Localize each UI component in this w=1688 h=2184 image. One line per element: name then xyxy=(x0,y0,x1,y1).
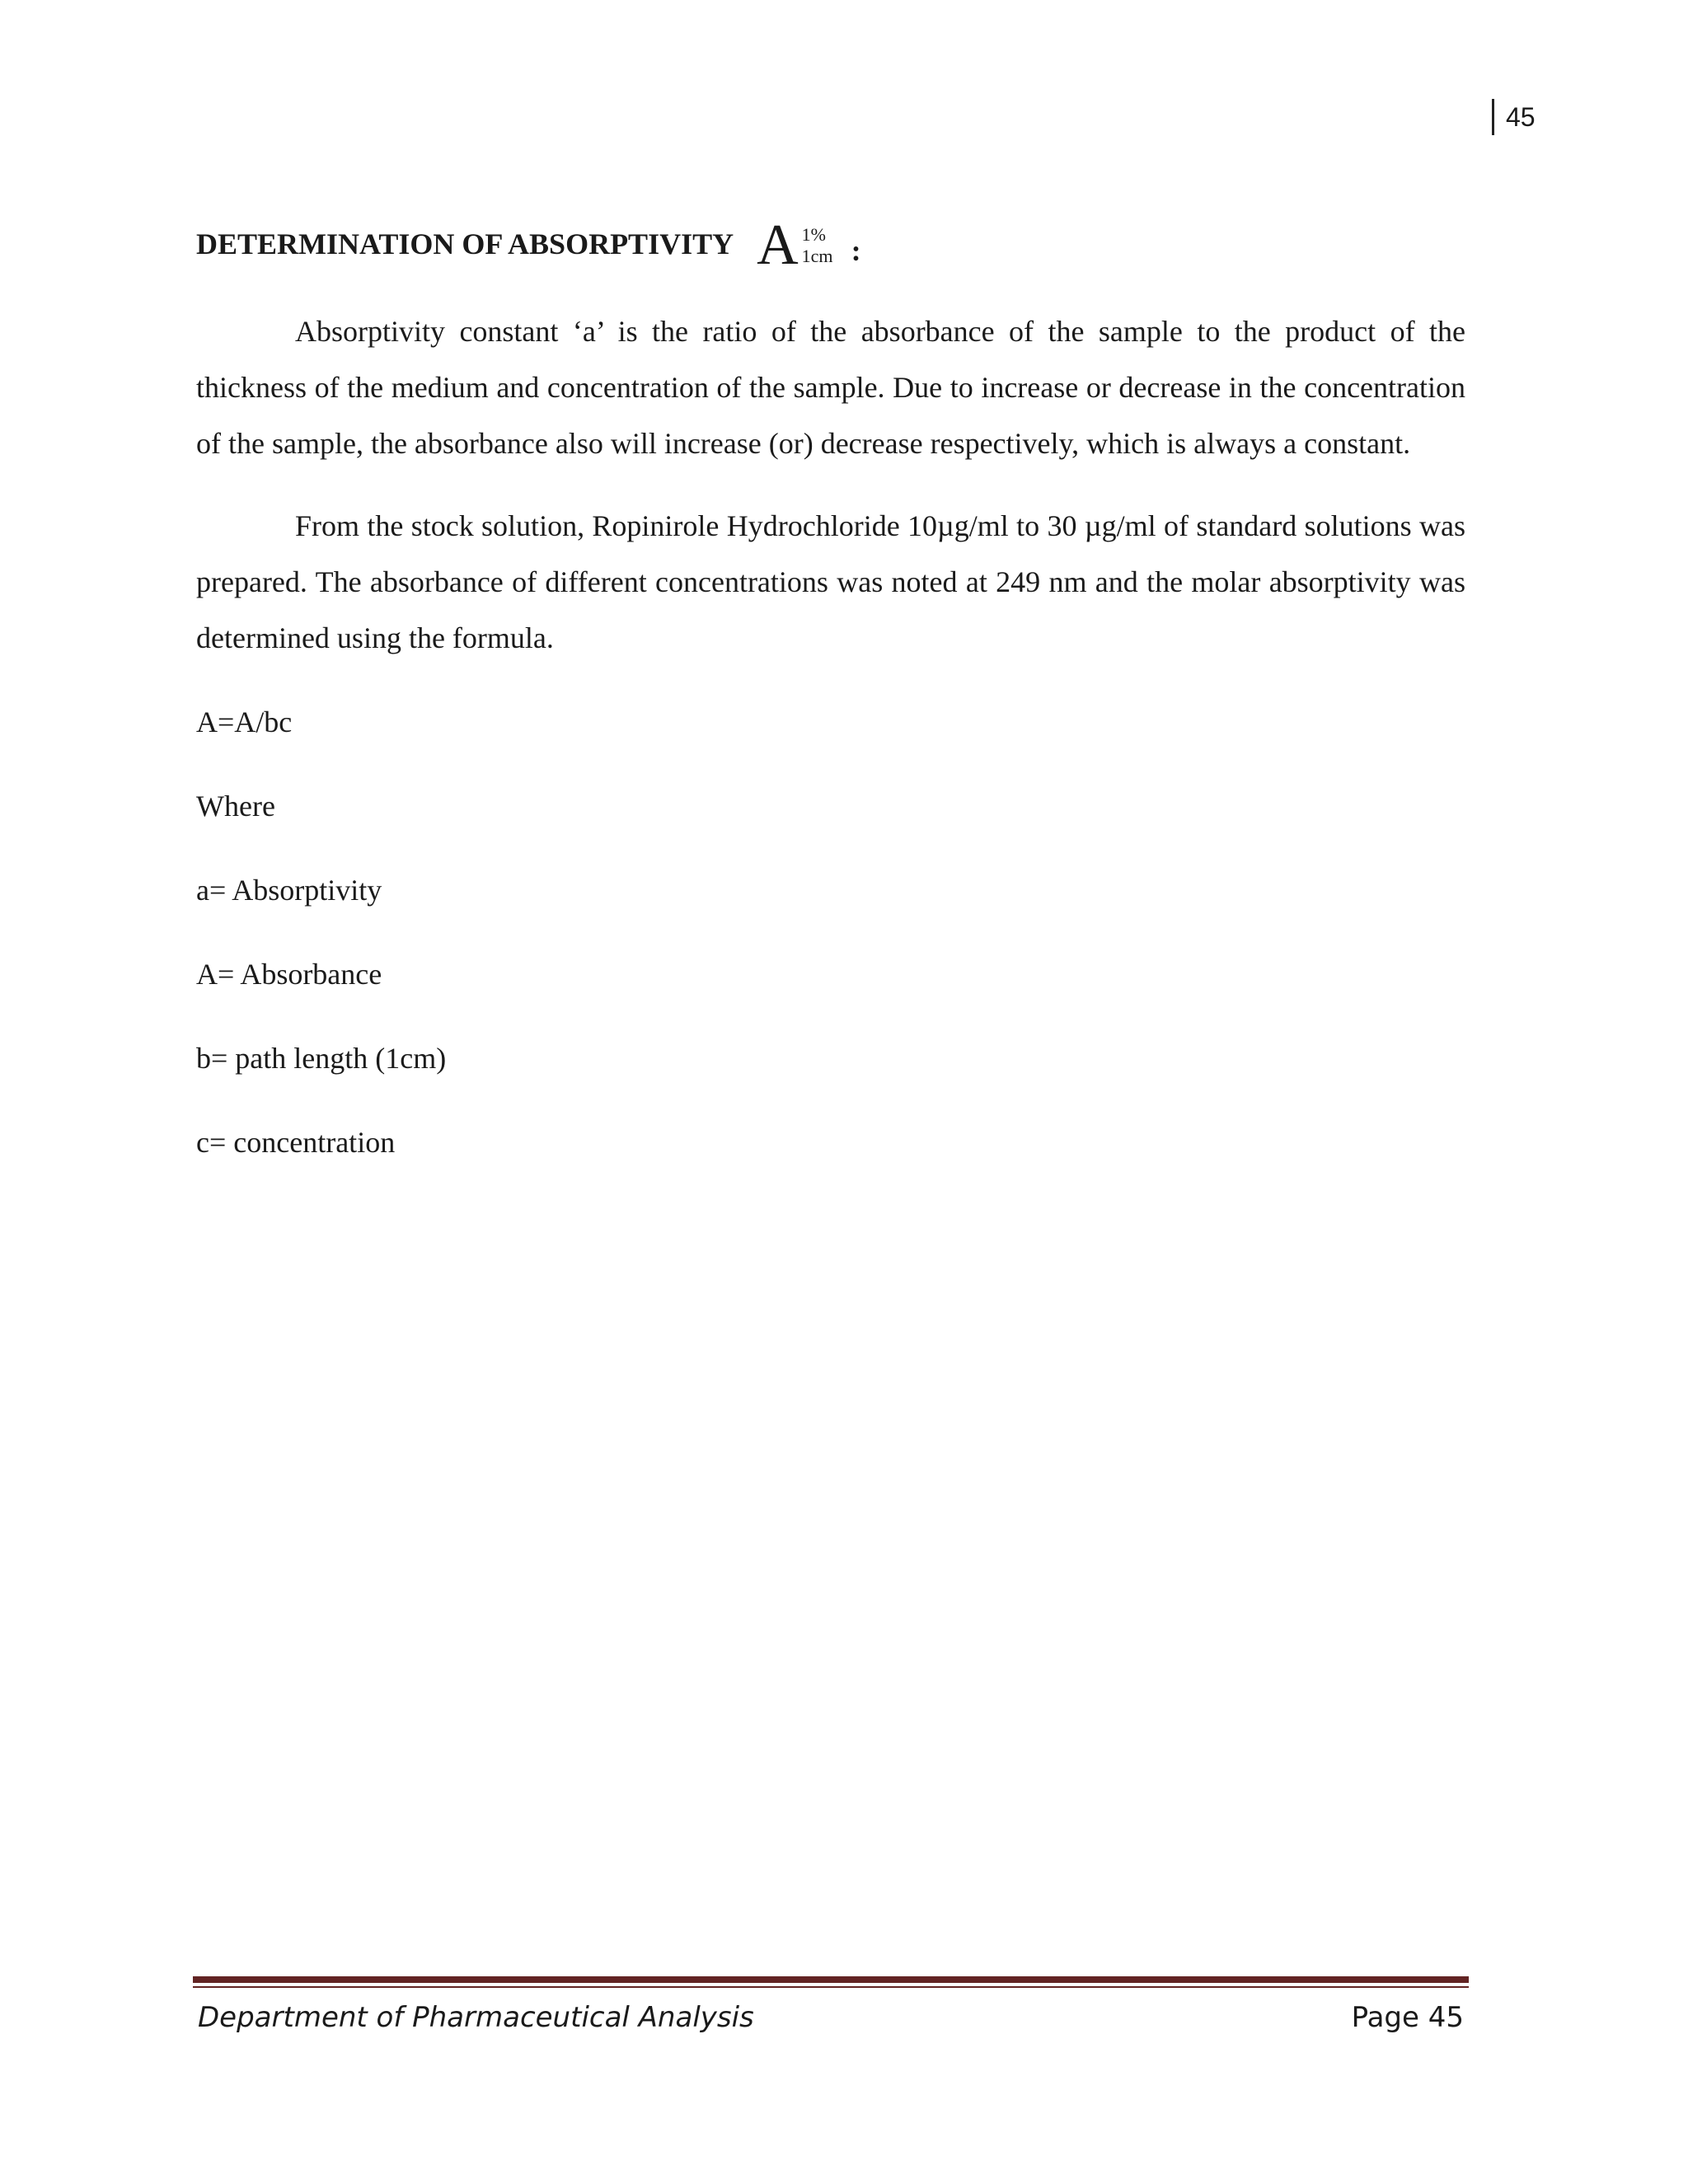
paragraph-procedure: From the stock solution, Ropinirole Hydrochloride 10µg/ml to 30 µg/ml of standard solutions was prepared. The absorbance of different concentrations was noted at 249 nm and the molar absorptivity was determined using the formula. xyxy=(196,509,1465,654)
definition-absorptivity: a= Absorptivity xyxy=(196,874,382,907)
definition-absorbance: A= Absorbance xyxy=(196,958,382,991)
document-body xyxy=(196,198,1465,1198)
paragraph-definition: Absorptivity constant ‘a’ is the ratio of the absorbance of the sample to the product of the thickness of the medium and concentration of the sample. Due to increase or decrease in the concentration of the sample, the absorbance also will increase (or) decrease respectively, which is always a constant. xyxy=(196,315,1465,460)
footer-rule-thin xyxy=(193,1986,1469,1988)
footer-row xyxy=(193,1996,1469,2039)
symbol-scripts xyxy=(802,224,833,267)
definition-concentration: c= concentration xyxy=(196,1126,396,1159)
formula-block xyxy=(196,694,1465,1198)
footer-page-label: Page 45 xyxy=(1351,2001,1464,2034)
formula-where-label: Where xyxy=(196,790,275,823)
symbol-superscript: 1% xyxy=(801,224,826,245)
header-page-number: 45 xyxy=(1492,99,1536,135)
footer-rule-thick xyxy=(193,1976,1469,1983)
section-heading xyxy=(196,198,1465,277)
footer-department: Department of Pharmaceutical Analysis xyxy=(198,2001,754,2034)
symbol-subscript: 1cm xyxy=(801,246,833,266)
definition-path-length: b= path length (1cm) xyxy=(196,1042,447,1075)
symbol-base: A xyxy=(757,213,799,277)
heading-colon: : xyxy=(851,234,861,267)
page-footer xyxy=(193,1976,1469,2039)
absorptivity-symbol xyxy=(757,206,833,277)
heading-title: DETERMINATION OF ABSORPTIVITY xyxy=(196,227,734,260)
formula-equation: A=A/bc xyxy=(196,705,293,738)
